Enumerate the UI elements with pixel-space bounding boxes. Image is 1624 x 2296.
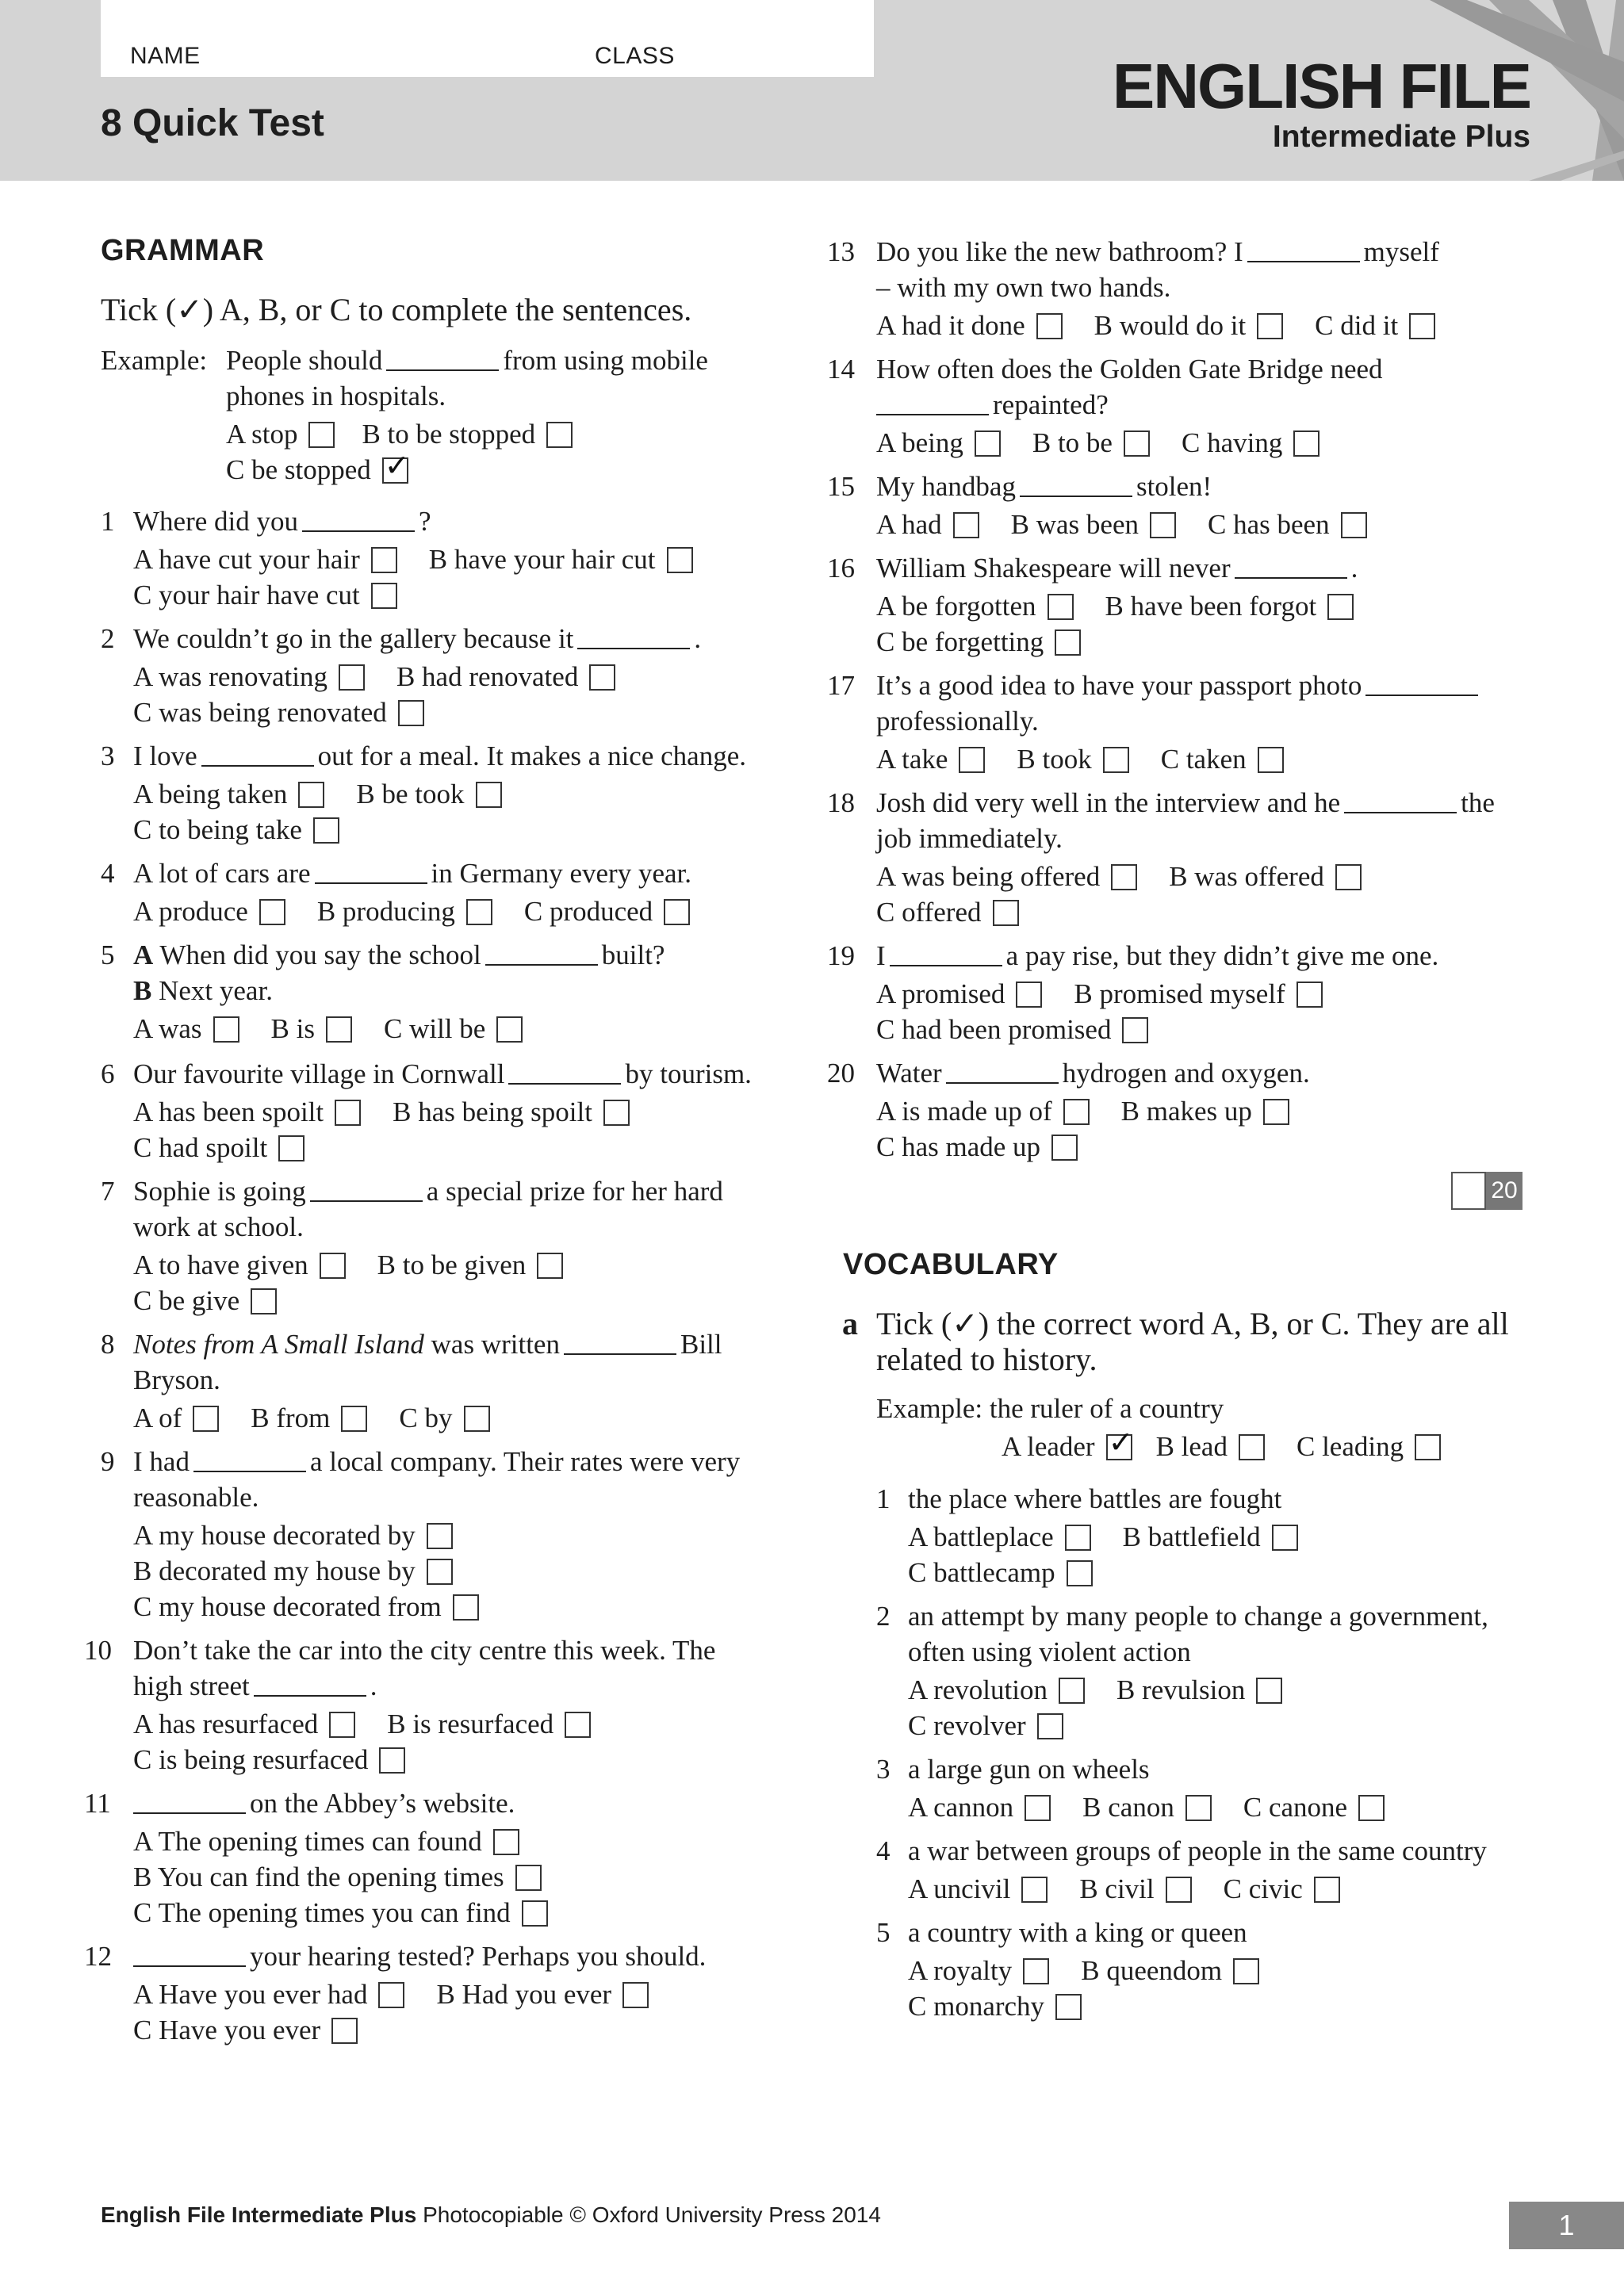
option-label: A to have given <box>133 1249 308 1280</box>
question-text: A lot of cars are <box>133 858 311 889</box>
item-definition: a war between groups of people in the same country <box>908 1835 1487 1866</box>
option-checkbox[interactable] <box>1065 1525 1091 1551</box>
option-label: B makes up <box>1120 1096 1252 1127</box>
question-text: was written <box>431 1329 560 1360</box>
option-checkbox[interactable] <box>993 900 1019 926</box>
question-number: 14 <box>827 354 855 385</box>
option-checkbox[interactable] <box>1409 313 1435 339</box>
question-text: My handbag <box>876 471 1016 502</box>
answer-blank <box>508 1059 621 1085</box>
option-label: B is <box>270 1013 315 1044</box>
question-number: 10 <box>84 1635 112 1666</box>
option-label: B have your hair cut <box>428 544 656 575</box>
option-label: B producing <box>316 896 455 927</box>
option-checkbox[interactable] <box>1016 982 1042 1008</box>
question-text: Bill <box>680 1329 722 1360</box>
footer-copyright <box>101 2202 881 2228</box>
question-text: Josh did very well in the interview and he <box>876 787 1341 818</box>
option-label: A had <box>876 509 942 540</box>
option-checkbox[interactable] <box>476 782 502 808</box>
option-label: A uncivil <box>908 1873 1011 1904</box>
question-number: 7 <box>101 1176 115 1207</box>
question-text: Bryson. <box>133 1364 220 1395</box>
item-number: 1 <box>876 1483 891 1514</box>
option-checkbox[interactable] <box>522 1900 548 1927</box>
name-class-box <box>101 0 874 77</box>
item-number: 3 <box>876 1754 891 1785</box>
option-label: C be stopped <box>226 454 371 485</box>
question-text: William Shakespeare will never <box>876 553 1231 584</box>
option-checkbox[interactable] <box>371 583 397 609</box>
question-number: 16 <box>827 553 855 584</box>
question-text: We couldn’t go in the gallery because it <box>133 623 574 654</box>
question-text: Our favourite village in Cornwall <box>133 1058 505 1089</box>
item-number: 2 <box>876 1601 891 1632</box>
option-checkbox[interactable] <box>379 1747 405 1774</box>
option-label: A was <box>133 1013 202 1044</box>
option-checkbox[interactable] <box>1124 430 1150 457</box>
brand-logo <box>1112 51 1530 155</box>
question-text: job immediately. <box>876 823 1063 854</box>
question-number: 1 <box>101 506 115 537</box>
option-label: C battlecamp <box>908 1557 1055 1588</box>
option-checkbox[interactable] <box>1048 594 1074 620</box>
option-checkbox[interactable] <box>1233 1958 1259 1984</box>
option-label: C civic <box>1223 1873 1303 1904</box>
question-text: Do you like the new bathroom? I <box>876 236 1243 267</box>
option-label: C has made up <box>876 1131 1041 1162</box>
question-number: 9 <box>101 1446 115 1477</box>
answer-blank <box>564 1330 676 1355</box>
option-checkbox[interactable] <box>331 2018 358 2044</box>
option-checkbox[interactable] <box>1256 1678 1282 1704</box>
option-label: B took <box>1017 744 1092 775</box>
question-text: built? <box>601 939 665 970</box>
option-checkbox[interactable] <box>308 422 335 448</box>
option-label: A promised <box>876 978 1005 1009</box>
option-label: C monarchy <box>908 1991 1045 2022</box>
option-checkbox[interactable] <box>1067 1560 1093 1586</box>
option-label: A have cut your hair <box>133 544 360 575</box>
question-text: a pay rise, but they didn’t give me one. <box>1005 940 1439 971</box>
option-checkbox[interactable] <box>378 1982 404 2008</box>
option-checkbox[interactable] <box>1021 1877 1048 1903</box>
option-checkbox[interactable] <box>1055 1994 1082 2020</box>
option-checkbox[interactable] <box>589 664 615 691</box>
grammar-instruction: Tick (✓) A, B, or C to complete the sentences. <box>101 292 692 327</box>
option-label: B battlefield <box>1122 1521 1261 1552</box>
item-definition: an attempt by many people to change a government, <box>908 1601 1488 1632</box>
option-checkbox[interactable] <box>603 1100 630 1126</box>
option-label: B would do it <box>1094 310 1247 341</box>
option-checkbox[interactable] <box>496 1016 523 1043</box>
question-text: professionally. <box>876 706 1039 737</box>
option-label: B queendom <box>1081 1955 1223 1986</box>
option-checkbox[interactable] <box>341 1406 367 1432</box>
question-number: 2 <box>101 623 115 654</box>
option-checkbox[interactable] <box>1257 313 1283 339</box>
option-label: B to be given <box>377 1249 527 1280</box>
item-definition: the place where battles are fought <box>908 1483 1282 1514</box>
option-label: A The opening times can found <box>133 1826 482 1857</box>
option-label: B to be <box>1032 427 1113 458</box>
option-checkbox[interactable] <box>1185 1795 1212 1821</box>
option-checkbox[interactable] <box>466 899 492 925</box>
answer-blank <box>946 1058 1059 1084</box>
vocabulary-title: VOCABULARY <box>843 1248 1059 1281</box>
option-label: B canon <box>1082 1792 1174 1823</box>
option-label: A take <box>876 744 948 775</box>
example-label: Example: <box>876 1393 983 1424</box>
example-text: from using mobile <box>503 345 708 376</box>
option-checkbox[interactable] <box>1036 313 1063 339</box>
option-checkbox[interactable] <box>1023 1958 1049 1984</box>
option-checkbox[interactable] <box>1293 430 1320 457</box>
option-checkbox[interactable] <box>1341 512 1367 538</box>
question-number: 13 <box>827 236 855 267</box>
option-label: C Have you ever <box>133 2015 321 2045</box>
question-text: Water <box>876 1058 942 1089</box>
question-text: Next year. <box>159 975 273 1006</box>
option-label: A had it done <box>876 310 1025 341</box>
question-text: When did you say the school <box>159 939 481 970</box>
option-label: C offered <box>876 897 982 928</box>
question-text: stolen! <box>1136 471 1212 502</box>
brand-sub: Intermediate Plus <box>1272 120 1530 154</box>
question-text: by tourism. <box>625 1058 752 1089</box>
vocabulary-instruction: Tick (✓) the correct word A, B, or C. They are all <box>876 1306 1509 1341</box>
option-label: B Had you ever <box>436 1979 612 2010</box>
option-label: A was renovating <box>133 661 327 692</box>
option-label: C having <box>1181 427 1283 458</box>
option-checkbox[interactable] <box>213 1016 239 1043</box>
option-label: B revulsion <box>1116 1674 1246 1705</box>
book-title: Notes from A Small Island <box>133 1329 424 1360</box>
question-text: . <box>694 623 702 654</box>
footer-brand: English File Intermediate Plus <box>101 2202 417 2227</box>
answer-blank <box>1344 788 1457 813</box>
option-label: A revolution <box>908 1674 1048 1705</box>
question-text: the <box>1461 787 1495 818</box>
option-checkbox[interactable] <box>565 1712 591 1738</box>
answer-blank <box>133 1942 246 1967</box>
question-text: a special prize for her hard <box>426 1176 723 1207</box>
answer-blank <box>876 390 989 415</box>
footer-copyright-text: Photocopiable © Oxford University Press 2014 <box>423 2202 881 2227</box>
question-text: on the Abbey’s website. <box>250 1788 515 1819</box>
page-header <box>0 0 1624 181</box>
option-checkbox[interactable] <box>339 664 365 691</box>
question-number: 5 <box>101 939 115 970</box>
option-checkbox[interactable] <box>1263 1099 1289 1125</box>
option-label: C is being resurfaced <box>133 1744 369 1775</box>
option-checkbox[interactable] <box>953 512 979 538</box>
option-checkbox[interactable] <box>1063 1099 1090 1125</box>
question-text: reasonable. <box>133 1482 259 1513</box>
question-text: Don’t take the car into the city centre this week. The <box>133 1635 716 1666</box>
option-label: B decorated my house by <box>133 1556 416 1586</box>
option-checkbox[interactable] <box>622 1982 649 2008</box>
question-text: – with my own two hands. <box>876 272 1171 303</box>
question-number: 17 <box>827 670 855 701</box>
option-label: A of <box>133 1402 182 1433</box>
question-number: 19 <box>827 940 855 971</box>
answer-blank <box>310 1177 423 1202</box>
answer-blank <box>315 859 427 884</box>
answer-blank <box>1247 237 1360 262</box>
option-label: C canone <box>1243 1792 1348 1823</box>
option-checkbox[interactable] <box>1111 864 1137 890</box>
option-checkbox[interactable] <box>1122 1017 1148 1043</box>
option-label: A being <box>876 427 963 458</box>
option-label: B You can find the opening times <box>133 1862 504 1892</box>
score-total: 20 <box>1486 1172 1522 1210</box>
option-label: C was being renovated <box>133 697 387 728</box>
answer-blank <box>1020 472 1132 497</box>
option-label: C my house decorated from <box>133 1591 442 1622</box>
option-checkbox[interactable] <box>251 1288 277 1314</box>
option-checkbox[interactable] <box>298 782 324 808</box>
option-checkbox[interactable] <box>313 817 339 844</box>
example-label: Example: <box>101 345 208 376</box>
option-label: B has being spoilt <box>393 1096 592 1127</box>
option-checkbox[interactable] <box>1037 1713 1063 1739</box>
option-checkbox[interactable] <box>546 422 573 448</box>
option-checkbox[interactable] <box>515 1865 542 1891</box>
speaker-label: B <box>133 975 152 1006</box>
option-label: B was been <box>1010 509 1139 540</box>
option-label: B was offered <box>1169 861 1324 892</box>
option-checkbox[interactable] <box>326 1016 352 1043</box>
answer-blank <box>201 741 314 767</box>
option-checkbox[interactable] <box>667 547 693 573</box>
option-label: C did it <box>1315 310 1399 341</box>
option-label: B have been forgot <box>1105 591 1317 622</box>
option-label: B be took <box>356 779 465 809</box>
question-text: ? <box>418 506 431 537</box>
option-checkbox[interactable] <box>453 1594 479 1621</box>
option-checkbox[interactable] <box>371 547 397 573</box>
option-label: C be forgetting <box>876 626 1044 657</box>
item-definition: a country with a king or queen <box>908 1917 1247 1948</box>
option-checkbox[interactable] <box>1314 1877 1340 1903</box>
example-text: the ruler of a country <box>989 1393 1224 1424</box>
option-checkbox[interactable] <box>427 1523 453 1549</box>
option-label: C had spoilt <box>133 1132 268 1163</box>
option-label: A has been spoilt <box>133 1096 324 1127</box>
class-label: CLASS <box>595 43 675 69</box>
option-checkbox[interactable] <box>193 1406 219 1432</box>
answer-blank <box>890 941 1002 966</box>
option-checkbox[interactable] <box>1358 1795 1385 1821</box>
option-checkbox[interactable] <box>1327 594 1354 620</box>
option-checkbox[interactable] <box>329 1712 355 1738</box>
question-text: high street <box>133 1670 250 1701</box>
question-text: I had <box>133 1446 190 1477</box>
option-checkbox-checked[interactable] <box>382 448 410 484</box>
option-checkbox[interactable] <box>427 1559 453 1585</box>
answer-blank <box>193 1447 306 1472</box>
question-text: I love <box>133 740 197 771</box>
option-checkbox-checked[interactable] <box>1106 1425 1134 1460</box>
option-checkbox[interactable] <box>335 1100 361 1126</box>
question-text: in Germany every year. <box>431 858 691 889</box>
question-number: 20 <box>827 1058 855 1089</box>
option-label: C by <box>399 1402 453 1433</box>
question-text: . <box>1350 553 1358 584</box>
question-text: out for a meal. It makes a nice change. <box>317 740 746 771</box>
speaker-label: A <box>133 939 154 970</box>
option-label: C be give <box>133 1285 240 1316</box>
part-letter: a <box>842 1306 858 1341</box>
page-number: 1 <box>1509 2202 1624 2249</box>
option-label: A produce <box>133 896 248 927</box>
checkmark-icon: ✓ <box>384 448 410 483</box>
option-label: C taken <box>1160 744 1247 775</box>
grammar-title: GRAMMAR <box>101 234 265 267</box>
option-checkbox[interactable] <box>1150 512 1176 538</box>
answer-blank <box>485 940 598 966</box>
question-text: How often does the Golden Gate Bridge need <box>876 354 1383 385</box>
option-checkbox[interactable] <box>1059 1678 1085 1704</box>
item-number: 5 <box>876 1917 891 1948</box>
answer-blank <box>133 1789 246 1814</box>
option-checkbox[interactable] <box>975 430 1001 457</box>
option-checkbox[interactable] <box>259 899 285 925</box>
question-text: repainted? <box>993 389 1109 420</box>
option-label: A cannon <box>908 1792 1014 1823</box>
option-label: A leader <box>1002 1431 1095 1462</box>
question-text: a local company. Their rates were very <box>309 1446 741 1477</box>
example-text: phones in hospitals. <box>226 381 446 411</box>
option-checkbox[interactable] <box>1415 1434 1441 1460</box>
answer-blank <box>254 1671 366 1697</box>
option-label: C The opening times you can find <box>133 1897 511 1928</box>
brand-main: ENGLISH FILE <box>1112 51 1530 121</box>
option-checkbox[interactable] <box>464 1406 490 1432</box>
answer-blank <box>577 624 690 649</box>
option-checkbox[interactable] <box>278 1135 304 1161</box>
option-label: C revolver <box>908 1710 1026 1741</box>
option-checkbox[interactable] <box>1025 1795 1051 1821</box>
option-checkbox[interactable] <box>1297 982 1323 1008</box>
option-checkbox[interactable] <box>537 1253 563 1279</box>
question-text: myself <box>1363 236 1439 267</box>
option-label: B lead <box>1155 1431 1228 1462</box>
option-label: A battleplace <box>908 1521 1054 1552</box>
question-text: It’s a good idea to have your passport photo <box>876 670 1362 701</box>
option-label: A has resurfaced <box>133 1709 319 1739</box>
question-text: Where did you <box>133 506 298 537</box>
option-checkbox[interactable] <box>1166 1877 1192 1903</box>
question-number: 4 <box>101 858 115 889</box>
answer-blank <box>1365 671 1478 696</box>
option-label: A my house decorated by <box>133 1520 416 1551</box>
option-label: A being taken <box>133 779 288 809</box>
answer-blank <box>386 346 499 371</box>
question-text: I <box>876 940 886 971</box>
answer-blank <box>302 507 415 532</box>
option-checkbox[interactable] <box>1335 864 1362 890</box>
checkmark-icon: ✓ <box>1108 1425 1134 1460</box>
option-label: C has been <box>1208 509 1330 540</box>
item-number: 4 <box>876 1835 891 1866</box>
option-label: A was being offered <box>876 861 1101 892</box>
vocabulary-instruction: related to history. <box>876 1341 1097 1377</box>
option-label: A royalty <box>908 1955 1013 1986</box>
option-checkbox[interactable] <box>1258 747 1284 773</box>
option-checkbox[interactable] <box>1272 1525 1298 1551</box>
question-text: your hearing tested? Perhaps you should. <box>250 1941 707 1972</box>
question-number: 11 <box>84 1788 111 1819</box>
option-checkbox[interactable] <box>398 700 424 726</box>
option-label: A Have you ever had <box>133 1979 368 2010</box>
option-label: B to be stopped <box>362 419 536 450</box>
option-checkbox[interactable] <box>959 747 985 773</box>
option-label: A be forgotten <box>876 591 1036 622</box>
name-label: NAME <box>130 43 201 69</box>
question-number: 18 <box>827 787 855 818</box>
option-label: C will be <box>383 1013 486 1044</box>
option-checkbox[interactable] <box>493 1829 519 1855</box>
option-label: C had been promised <box>876 1014 1112 1045</box>
option-checkbox[interactable] <box>1239 1434 1265 1460</box>
answer-blank <box>1235 553 1347 579</box>
question-number: 15 <box>827 471 855 502</box>
example-text: People should <box>226 345 383 376</box>
question-text: . <box>370 1670 377 1701</box>
score-input-box[interactable] <box>1451 1172 1486 1210</box>
option-label: B civil <box>1079 1873 1155 1904</box>
question-text: hydrogen and oxygen. <box>1062 1058 1310 1089</box>
item-definition: a large gun on wheels <box>908 1754 1150 1785</box>
option-checkbox[interactable] <box>664 899 690 925</box>
option-label: B from <box>251 1402 331 1433</box>
option-checkbox[interactable] <box>1055 629 1081 656</box>
page-title: 8 Quick Test <box>101 102 324 144</box>
option-label: C produced <box>523 896 653 927</box>
question-number: 8 <box>101 1329 115 1360</box>
question-number: 6 <box>101 1058 115 1089</box>
option-checkbox[interactable] <box>1103 747 1129 773</box>
option-label: B is resurfaced <box>387 1709 554 1739</box>
option-checkbox[interactable] <box>1051 1135 1078 1161</box>
option-label: C leading <box>1296 1431 1404 1462</box>
question-text: work at school. <box>133 1211 304 1242</box>
option-label: C to being take <box>133 814 302 845</box>
option-checkbox[interactable] <box>320 1253 346 1279</box>
option-label: B promised myself <box>1074 978 1285 1009</box>
option-label: C your hair have cut <box>133 580 360 610</box>
option-label: A stop <box>226 419 298 450</box>
grammar-score-box <box>1451 1172 1522 1210</box>
question-number: 12 <box>84 1941 112 1972</box>
question-text: Sophie is going <box>133 1176 306 1207</box>
option-label: A is made up of <box>876 1096 1052 1127</box>
option-label: B had renovated <box>396 661 579 692</box>
item-definition: often using violent action <box>908 1636 1191 1667</box>
question-number: 3 <box>101 740 115 771</box>
